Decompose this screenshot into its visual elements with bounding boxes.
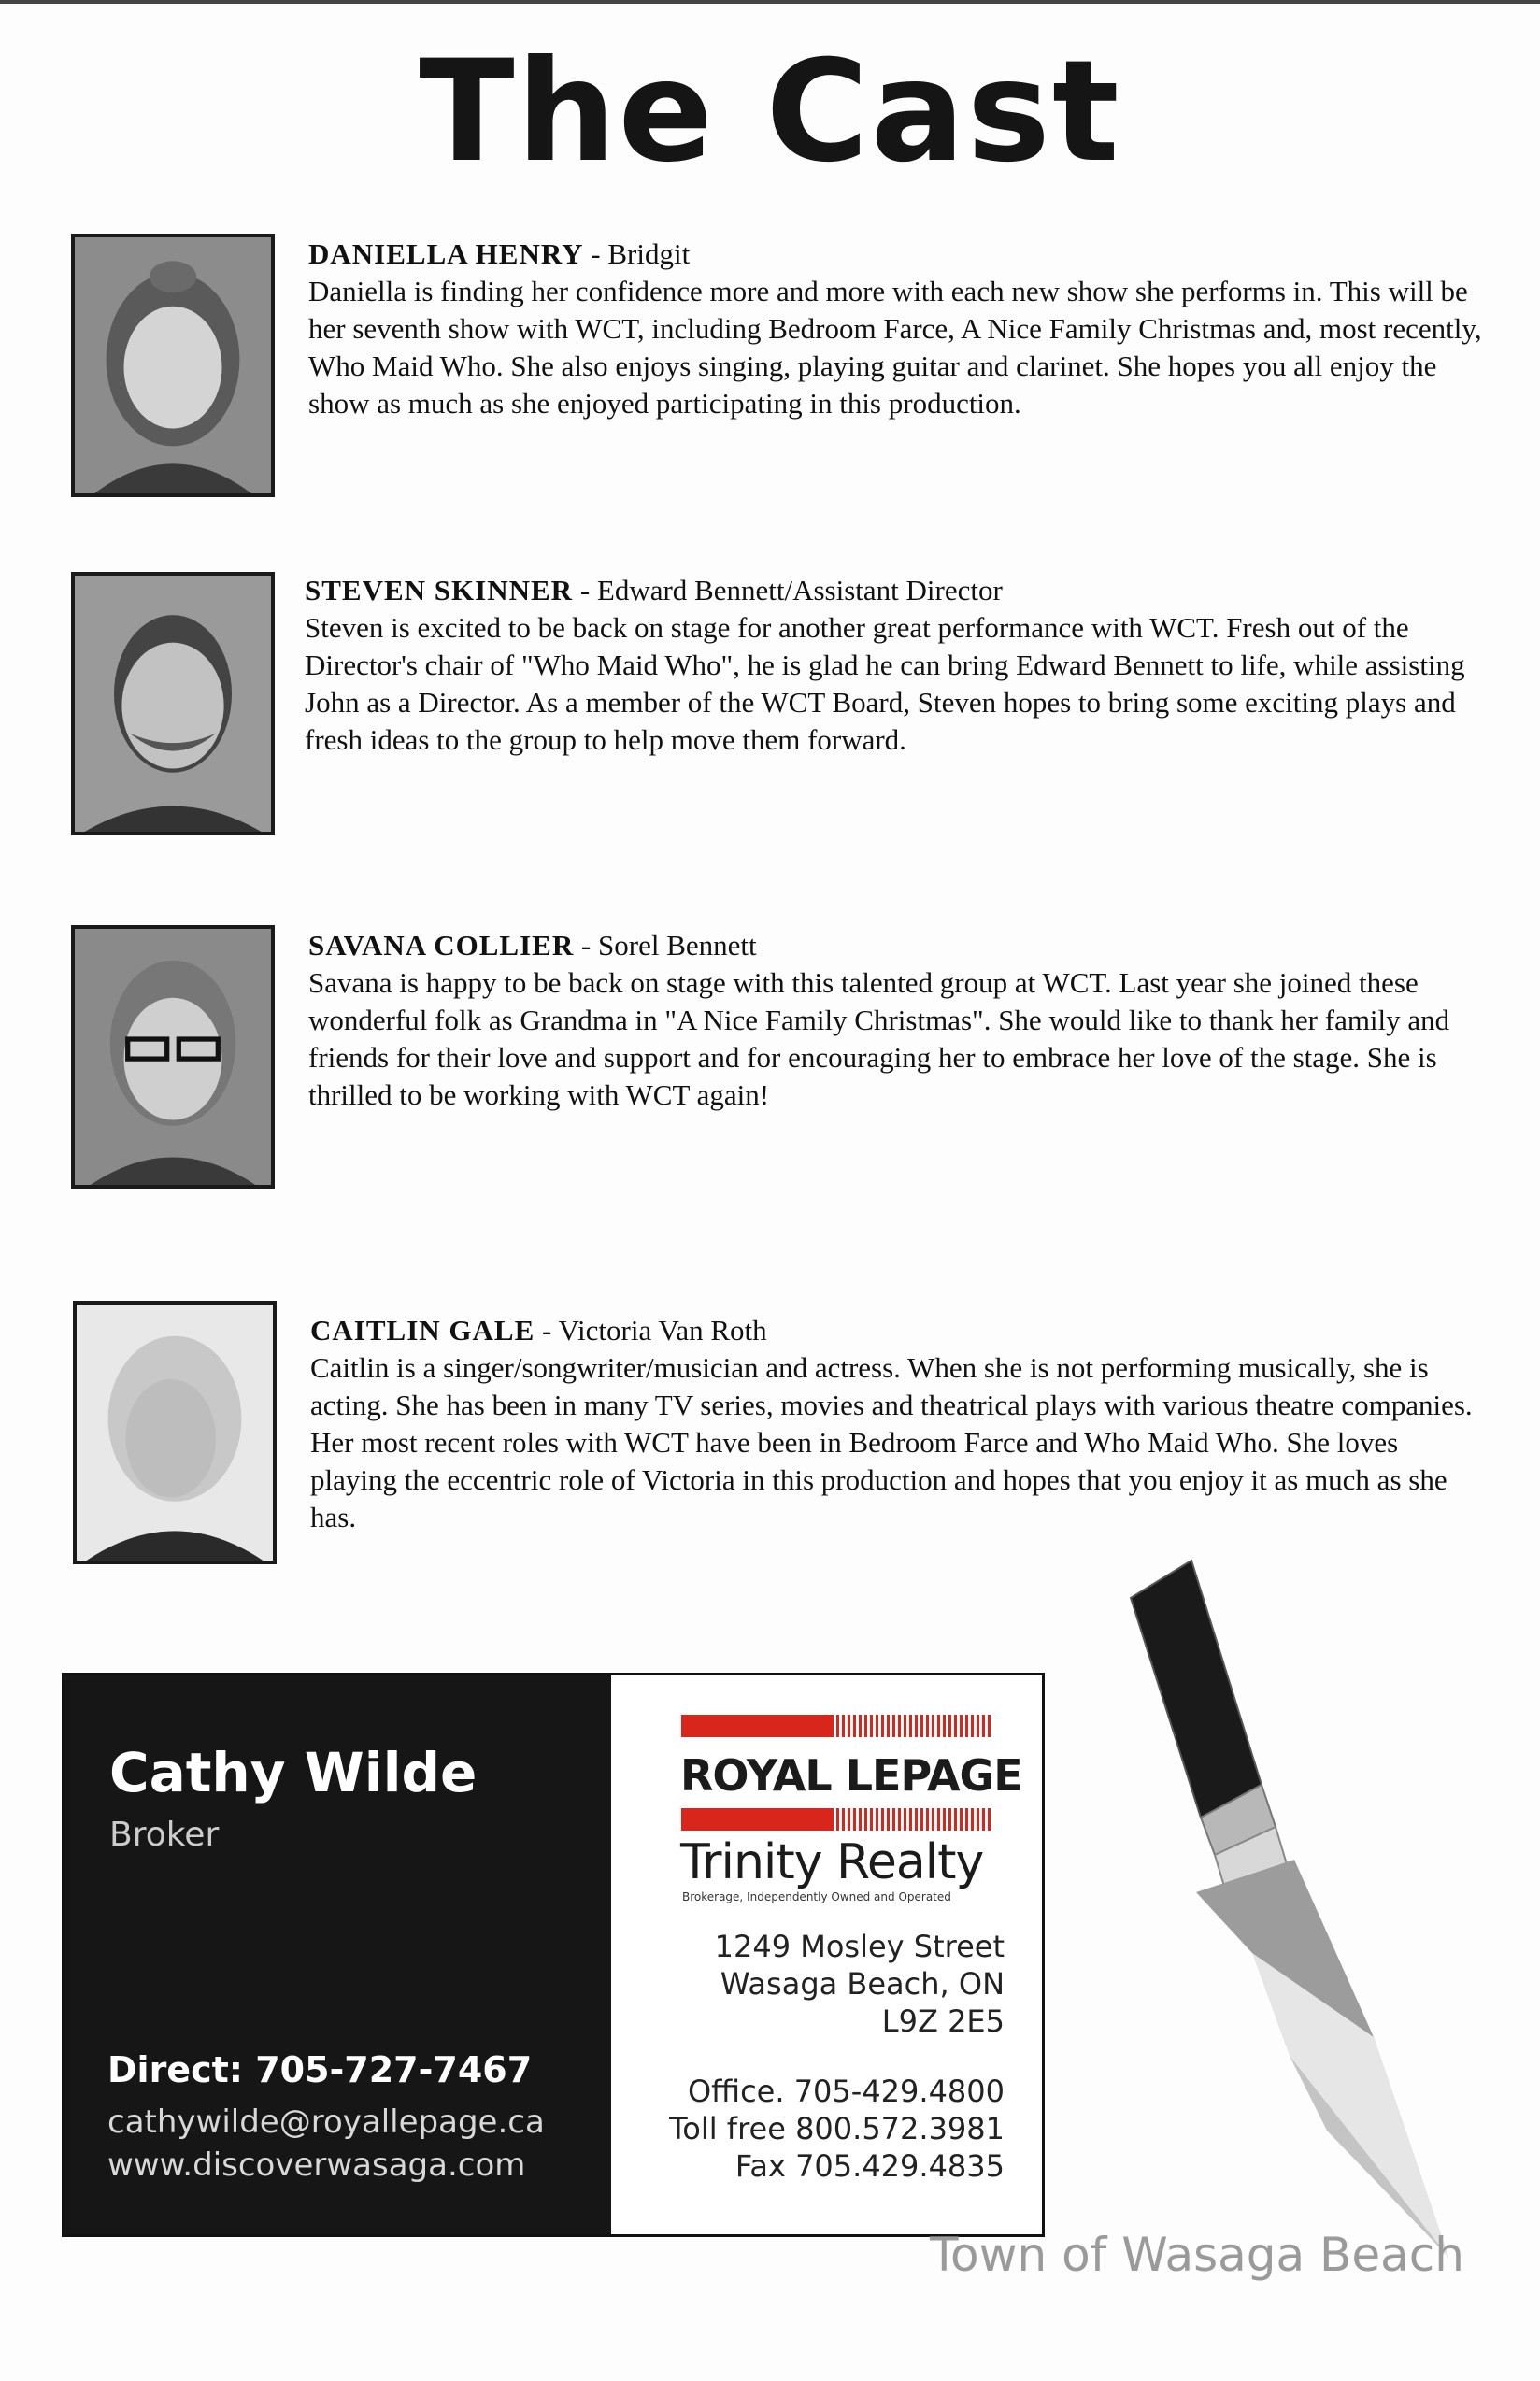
cast-name: SAVANA COLLIER [308,929,575,962]
headshot-photo [71,234,275,497]
headshot-photo [71,572,275,835]
office-phones [669,2073,1005,2185]
cast-bio-text: Daniella is finding her confidence more and more with each new show she performs in. This will be her seventh show with WCT, including Bedroom Farce, A Nice Family Christmas and, most recently, Who Maid Who. She also enjoys singing, playing guitar and clarinet. She hopes you all enjoy the show as much as she enjoyed participating in this production. [308,275,1482,420]
cast-role: - Sorel Bennett [574,929,757,962]
agent-website: www.discoverwasaga.com [107,2146,526,2184]
address-street: 1249 Mosley Street [714,1929,1005,1964]
brand-tagline: Brokerage, Independently Owned and Operated [682,1890,951,1903]
agent-name: Cathy Wilde [109,1741,478,1804]
headshot-photo [71,925,275,1189]
brand-logo: ROYAL LEPAGE [680,1750,1022,1801]
address-postal: L9Z 2E5 [881,2003,1005,2039]
address-city: Wasaga Beach, ON [720,1966,1005,2002]
cast-bio [305,572,1486,759]
toll-free-phone: Toll free 800.572.3981 [669,2111,1005,2146]
page-title: The Cast [419,31,1121,193]
agent-email: cathywilde@royallepage.ca [107,2103,545,2141]
watermark: Town of Wasaga Beach [930,2228,1464,2282]
cast-name: CAITLIN GALE [310,1314,535,1347]
cast-role: - Edward Bennett/Assistant Director [573,574,1003,606]
brand-subtitle: Trinity Realty [680,1834,984,1890]
fax-number: Fax 705.429.4835 [734,2148,1005,2184]
cast-bio [310,1312,1486,1536]
cast-bio-text: Caitlin is a singer/songwriter/musician and actress. When she is not performing musically, she is acting. She has been in many TV series, movies and theatrical plays with various theatre companies. Her most recent roles with WCT have been in Bedroom Farce and Who Maid Who. She loves playing the eccentric role of Victoria in this production and hopes that you enjoy it as much as she has. [310,1351,1473,1533]
cast-role: - Bridgit [583,237,691,270]
headshot-photo [73,1301,277,1564]
agent-role: Broker [109,1816,220,1854]
cast-role: - Victoria Van Roth [535,1314,767,1347]
cast-name: STEVEN SKINNER [305,574,574,606]
knife-illustration [1121,1551,1476,2261]
top-rule [0,0,1540,4]
card-brand-panel [611,1675,1042,2234]
cast-bio-text: Savana is happy to be back on stage with this talented group at WCT. Last year she joined these wonderful folk as Grandma in "A Nice Family Christmas". She would like to thank her family and friends for their love and support and for encouraging her to embrace her love of the stage. She is thrilled to be working with WCT again! [308,966,1450,1111]
brand-logo-bar [681,1808,993,1831]
cast-bio [308,235,1486,422]
agent-direct-phone: Direct: 705-727-7467 [107,2049,533,2090]
brand-logo-bar [681,1715,993,1737]
cast-bio-text: Steven is excited to be back on stage for another great performance with WCT. Fresh out of the Director's chair of "Who Maid Who", he is glad he can bring Edward Bennett to life, while assisting John as a Director. As a member of the WCT Board, Steven hopes to bring some exciting plays and fresh ideas to the group to help move them forward. [305,611,1465,756]
office-address [715,1928,1005,2040]
cast-name: DANIELLA HENRY [308,237,584,270]
card-contact-panel [64,1675,611,2234]
business-card-ad [62,1673,1045,2237]
office-phone: Office. 705-429.4800 [687,2074,1005,2109]
cast-bio [308,927,1486,1114]
